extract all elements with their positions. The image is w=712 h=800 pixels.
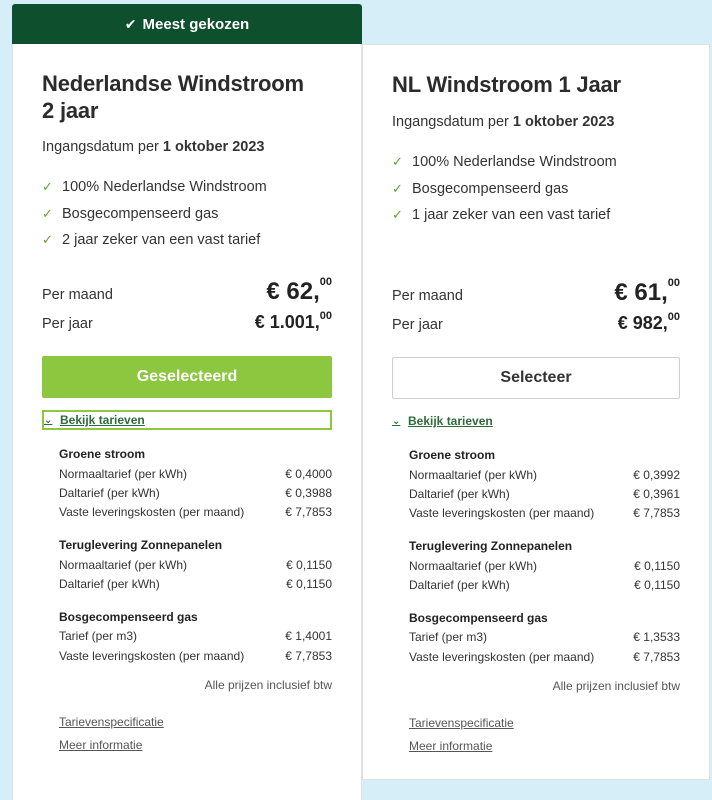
check-icon: ✓ xyxy=(42,179,53,195)
plan-card-2-year xyxy=(12,44,362,800)
rate-row xyxy=(59,505,332,519)
plan-title-line1: NL Windstroom 1 Jaar xyxy=(392,72,621,97)
rate-value: € 0,1150 xyxy=(286,577,332,591)
rate-value: € 7,7853 xyxy=(285,649,332,663)
rate-value: € 0,4000 xyxy=(285,467,332,481)
rate-row xyxy=(409,578,680,592)
rate-value: € 0,3988 xyxy=(285,486,332,500)
rate-label: Normaaltarief (per kWh) xyxy=(409,468,538,482)
view-tariffs-label: Bekijk tarieven xyxy=(60,413,145,427)
check-icon: ✓ xyxy=(42,205,53,221)
feature-item xyxy=(392,149,617,176)
rate-label: Vaste leveringskosten (per maand) xyxy=(59,649,245,663)
rate-row xyxy=(59,649,332,663)
rate-value: € 1,3533 xyxy=(633,630,680,644)
rate-value: € 7,7853 xyxy=(285,505,332,519)
feature-label: 1 jaar zeker van een vast tarief xyxy=(412,207,611,224)
rate-label: Daltarief (per kWh) xyxy=(59,486,160,500)
rate-row xyxy=(59,577,332,591)
check-icon: ✓ xyxy=(392,207,403,223)
rate-label: Vaste leveringskosten (per maand) xyxy=(59,505,245,519)
price-per-month-label: Per maand xyxy=(392,288,463,304)
rate-label: Normaaltarief (per kWh) xyxy=(59,467,188,481)
section-title: Bosgecompenseerd gas xyxy=(409,611,548,625)
price-per-year-row xyxy=(42,312,332,333)
plan-title xyxy=(392,71,692,98)
rate-row xyxy=(409,650,680,664)
rate-label: Daltarief (per kWh) xyxy=(409,578,510,592)
feature-item xyxy=(42,174,267,201)
rate-value: € 7,7853 xyxy=(633,650,680,664)
price-per-year-value xyxy=(618,313,680,334)
price-cents: 00 xyxy=(319,276,332,288)
view-tariffs-link[interactable] xyxy=(42,410,332,430)
rate-row xyxy=(409,468,680,482)
price-per-month-value xyxy=(266,278,332,306)
ribbon-label: Meest gekozen xyxy=(142,15,250,33)
rate-label: Daltarief (per kWh) xyxy=(409,487,510,501)
price-per-year-row xyxy=(392,313,680,334)
rate-label: Vaste leveringskosten (per maand) xyxy=(409,506,595,520)
check-icon: ✓ xyxy=(392,154,403,170)
feature-label: Bosgecompenseerd gas xyxy=(62,205,219,222)
rate-label: Tarief (per m3) xyxy=(59,629,138,643)
rate-label: Daltarief (per kWh) xyxy=(59,577,160,591)
rate-row xyxy=(409,506,680,520)
price-per-month-row xyxy=(42,278,332,306)
rate-value: € 1,4001 xyxy=(285,629,332,643)
view-tariffs-label: Bekijk tarieven xyxy=(408,414,493,428)
tariff-specification-link[interactable]: Tarievenspecificatie xyxy=(59,715,164,729)
rate-value: € 0,3961 xyxy=(633,487,680,501)
feature-item xyxy=(42,227,267,254)
price-per-year-value xyxy=(255,312,332,333)
feature-item xyxy=(392,202,617,229)
section-title: Groene stroom xyxy=(409,448,496,462)
price-cents: 00 xyxy=(319,310,332,322)
feature-label: 2 jaar zeker van een vast tarief xyxy=(62,232,261,249)
feature-label: 100% Nederlandse Windstroom xyxy=(412,154,617,171)
feature-item xyxy=(392,176,617,203)
rate-row xyxy=(59,558,332,572)
price-main: € 61, xyxy=(614,279,668,306)
price-per-month-row xyxy=(392,279,680,307)
price-per-year-label: Per jaar xyxy=(392,317,443,333)
check-icon: ✔ xyxy=(124,15,137,32)
start-date xyxy=(392,114,614,130)
check-icon: ✓ xyxy=(392,180,403,196)
vat-footnote: Alle prijzen inclusief btw xyxy=(204,678,332,692)
plan-title xyxy=(42,70,342,124)
section-title: Bosgecompenseerd gas xyxy=(59,610,198,624)
feature-label: 100% Nederlandse Windstroom xyxy=(62,179,267,196)
rate-row xyxy=(409,559,680,573)
start-date-prefix: Ingangsdatum per xyxy=(42,139,159,155)
rate-label: Normaaltarief (per kWh) xyxy=(409,559,538,573)
more-info-link[interactable]: Meer informatie xyxy=(59,738,143,752)
rate-value: € 0,3992 xyxy=(633,468,680,482)
rate-row xyxy=(409,487,680,501)
plan-card-1-year xyxy=(362,44,710,780)
chevron-down-icon: ⌄ xyxy=(392,415,401,427)
feature-label: Bosgecompenseerd gas xyxy=(412,180,569,197)
rate-label: Normaaltarief (per kWh) xyxy=(59,558,188,572)
rate-value: € 0,1150 xyxy=(634,559,680,573)
vat-footnote: Alle prijzen inclusief btw xyxy=(552,679,680,693)
rate-row xyxy=(59,486,332,500)
section-title: Teruglevering Zonnepanelen xyxy=(409,539,573,553)
plan-title-line1: Nederlandse Windstroom xyxy=(42,71,304,96)
plan-title-line2: 2 jaar xyxy=(42,98,99,123)
start-date-prefix: Ingangsdatum per xyxy=(392,114,509,130)
rate-row xyxy=(409,630,680,644)
most-chosen-ribbon xyxy=(12,4,362,44)
rate-row xyxy=(59,467,332,481)
price-main: € 62, xyxy=(266,278,320,305)
rate-value: € 0,1150 xyxy=(634,578,680,592)
rate-label: Vaste leveringskosten (per maand) xyxy=(409,650,595,664)
start-date xyxy=(42,139,264,155)
price-main: € 982, xyxy=(617,313,668,333)
tariff-specification-link[interactable]: Tarievenspecificatie xyxy=(409,716,514,730)
price-cents: 00 xyxy=(667,311,680,323)
feature-list xyxy=(42,174,267,254)
selected-button[interactable]: Geselecteerd xyxy=(42,356,332,398)
price-cents: 00 xyxy=(667,277,680,289)
start-date-value: 1 oktober 2023 xyxy=(162,139,265,155)
select-button[interactable]: Selecteer xyxy=(392,357,680,399)
view-tariffs-link[interactable] xyxy=(392,411,680,431)
price-main: € 1.001, xyxy=(254,312,320,332)
price-per-month-value xyxy=(614,279,680,307)
section-title: Teruglevering Zonnepanelen xyxy=(59,538,223,552)
more-info-link[interactable]: Meer informatie xyxy=(409,739,493,753)
section-title: Groene stroom xyxy=(59,447,146,461)
rate-value: € 7,7853 xyxy=(633,506,680,520)
feature-item xyxy=(42,201,267,228)
rate-row xyxy=(59,629,332,643)
rate-value: € 0,1150 xyxy=(286,558,332,572)
price-per-year-label: Per jaar xyxy=(42,316,93,332)
start-date-value: 1 oktober 2023 xyxy=(512,114,615,130)
price-per-month-label: Per maand xyxy=(42,287,113,303)
chevron-down-icon: ⌄ xyxy=(44,414,53,426)
rate-label: Tarief (per m3) xyxy=(409,630,488,644)
feature-list xyxy=(392,149,617,229)
check-icon: ✓ xyxy=(42,232,53,248)
